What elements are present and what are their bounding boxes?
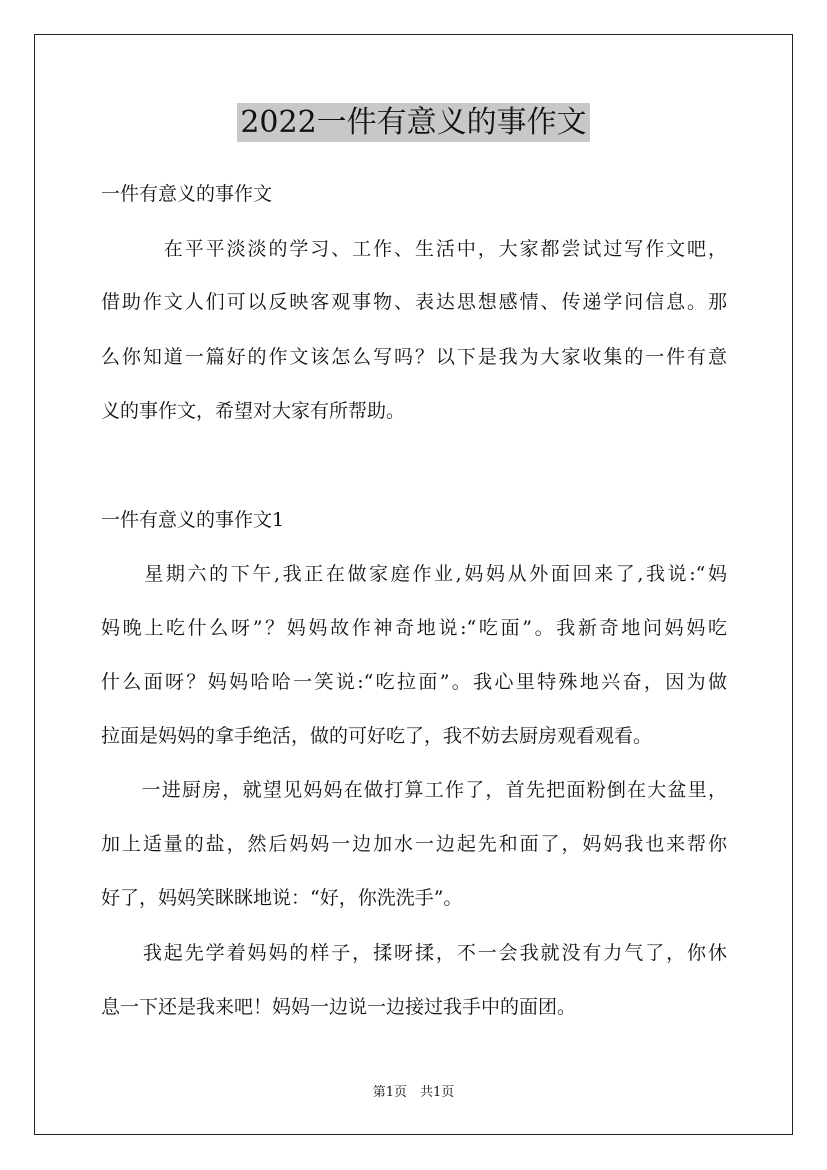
paragraph-2-line: 加上适量的盐，然后妈妈一边加水一边起先和面了，妈妈我也来帮你 [101,833,727,855]
document-title-text: 2022一件有意义的事作文 [237,103,589,142]
intro-line: 在平平淡淡的学习、工作、生活中，大家都尝试过写作文吧， [101,238,727,260]
paragraph-3-line: 息一下还是我来吧！妈妈一边说一边接过我手中的面团。 [101,996,577,1018]
intro-line: 借助作文人们可以反映客观事物、表达思想感情、传递学问信息。那 [101,291,727,313]
intro-line: 么你知道一篇好的作文该怎么写吗？以下是我为大家收集的一件有意 [101,346,727,368]
section-1-heading: 一件有意义的事作文1 [101,509,285,531]
document-title [0,98,827,148]
intro-heading: 一件有意义的事作文 [101,183,273,205]
intro-line: 义的事作文，希望对大家有所帮助。 [101,400,406,422]
paragraph-1-line: 什么面呀？妈妈哈哈一笑说:“吃拉面”。我心里特殊地兴奋，因为做 [101,671,727,693]
page-footer: 第1页 共1页 [372,1085,455,1100]
paragraph-2-line: 好了，妈妈笑眯眯地说：“好，你洗洗手”。 [101,887,463,909]
paragraph-1-line: 妈晚上吃什么呀”？妈妈故作神奇地说:“吃面”。我新奇地问妈妈吃 [101,617,727,639]
paragraph-1-line: 拉面是妈妈的拿手绝活，做的可好吃了，我不妨去厨房观看观看。 [101,725,653,747]
paragraph-1-line: 星期六的下午,我正在做家庭作业,妈妈从外面回来了,我说:“妈 [101,563,727,585]
paragraph-2-line: 一进厨房，就望见妈妈在做打算工作了，首先把面粉倒在大盆里， [101,779,727,801]
paragraph-3-line: 我起先学着妈妈的样子，揉呀揉，不一会我就没有力气了，你休 [101,942,727,964]
